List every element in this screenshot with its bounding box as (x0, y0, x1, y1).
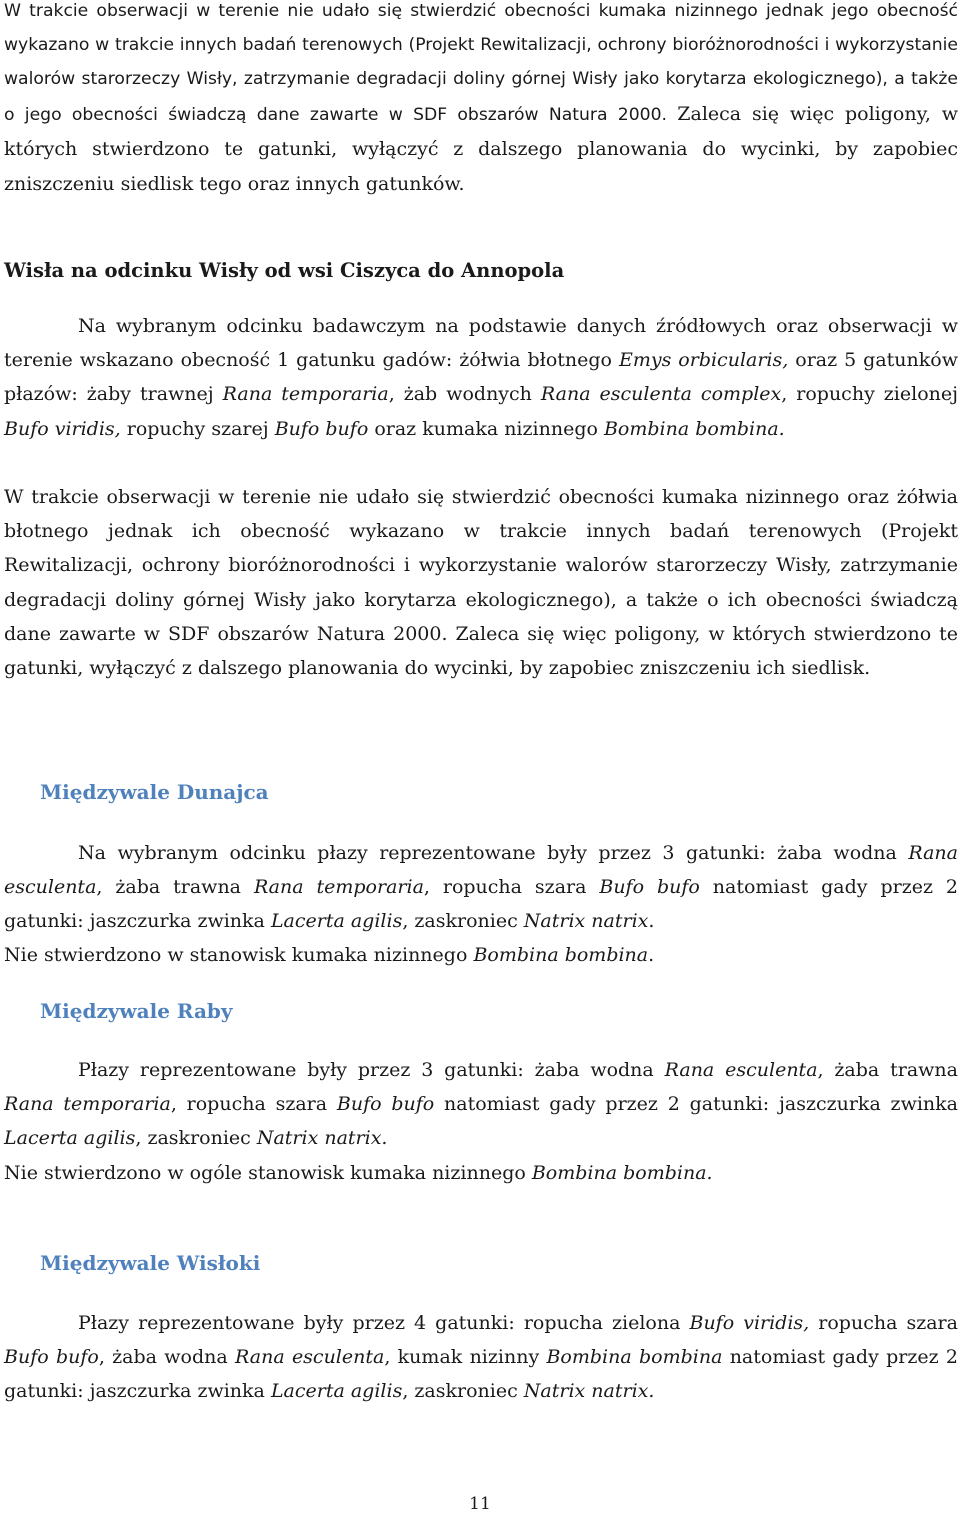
dunajec-paragraph-1: Na wybranym odcinku płazy reprezentowane były przez 3 gatunki: żaba wodna Rana esculenta, żaba trawna Rana temporaria, ropucha szara Bufo bufo natomiast gady przez 2 gatunki: jaszczurka zwinka Lacerta agilis, zaskroniec Natrix natrix. (4, 842, 958, 933)
wisla-paragraph-1: Na wybranym odcinku badawczym na podstawie danych źródłowych oraz obserwacji w terenie wskazano obecność 1 gatunku gadów: żółwia błotnego Emys orbicularis, oraz 5 gatunków płazów: żaby trawnej Rana temporaria, żab wodnych Rana esculenta complex, ropuchy zielonej Bufo viridis, ropuchy szarej Bufo bufo oraz kumaka nizinnego Bombina bombina. (4, 315, 959, 440)
section-title-wisla: Wisła na odcinku Wisły od wsi Ciszyca do Annopola (4, 259, 565, 282)
wisla-paragraph-2: W trakcie obserwacji w terenie nie udało się stwierdzić obecności kumaka nizinnego oraz żółwia błotnego jednak ich obecność wykazano w trakcie innych badań terenowych (Projekt Rewitalizacji, ochrony bioróżnorodności i wykorzystanie walorów starorzeczy Wisły, zatrzymanie degradacji doliny górnej Wisły jako korytarza ekologicznego), a także o ich obecności świadczą dane zawarte w SDF obszarów Natura 2000. Zaleca się więc poligony, w których stwierdzono te gatunki, wyłączyć z dalszego planowania do wycinki, by zapobiec zniszczeniu ich siedlisk. (4, 486, 958, 680)
dunajec-paragraph-2: Nie stwierdzono w stanowisk kumaka nizinnego Bombina bombina. (4, 944, 655, 966)
intro-sentence-2: Zaleca się więc poligony, w których stwierdzono te gatunki, wyłączyć z dalszego planowania do wycinki, by zapobiec zniszczeniu siedlisk tego oraz innych gatunków. (4, 102, 958, 196)
intro-paragraph (4, 0, 958, 202)
wisloka-paragraph-1: Płazy reprezentowane były przez 4 gatunki: ropucha zielona Bufo viridis, ropucha szara Bufo bufo, żaba wodna Rana esculenta, kumak nizinny Bombina bombina natomiast gady przez 2 gatunki: jaszczurka zwinka Lacerta agilis, zaskroniec Natrix natrix. (4, 1312, 958, 1403)
section-title-wisloka: Międzywale Wisłoki (40, 1251, 261, 1275)
section-title-raba: Międzywale Raby (40, 999, 233, 1023)
section-title-dunajec: Międzywale Dunajca (40, 780, 269, 804)
raba-paragraph-2: Nie stwierdzono w ogóle stanowisk kumaka nizinnego Bombina bombina. (4, 1162, 713, 1184)
intro-sentence-1: W trakcie obserwacji w terenie nie udało się stwierdzić obecności kumaka nizinnego jednak jego obecność wykazano w trakcie innych badań terenowych (Projekt Rewitalizacji, ochrony bioróżnorodności i wykorzystanie walorów starorzeczy Wisły, zatrzymanie degradacji doliny górnej Wisły jako korytarza ekologicznego), a także o jego obecności świadczą dane zawarte w SDF obszarów Natura 2000. (4, 1, 958, 125)
page-number: 11 (469, 1494, 491, 1514)
raba-paragraph-1: Płazy reprezentowane były przez 3 gatunki: żaba wodna Rana esculenta, żaba trawna Rana temporaria, ropucha szara Bufo bufo natomiast gady przez 2 gatunki: jaszczurka zwinka Lacerta agilis, zaskroniec Natrix natrix. (4, 1059, 958, 1150)
